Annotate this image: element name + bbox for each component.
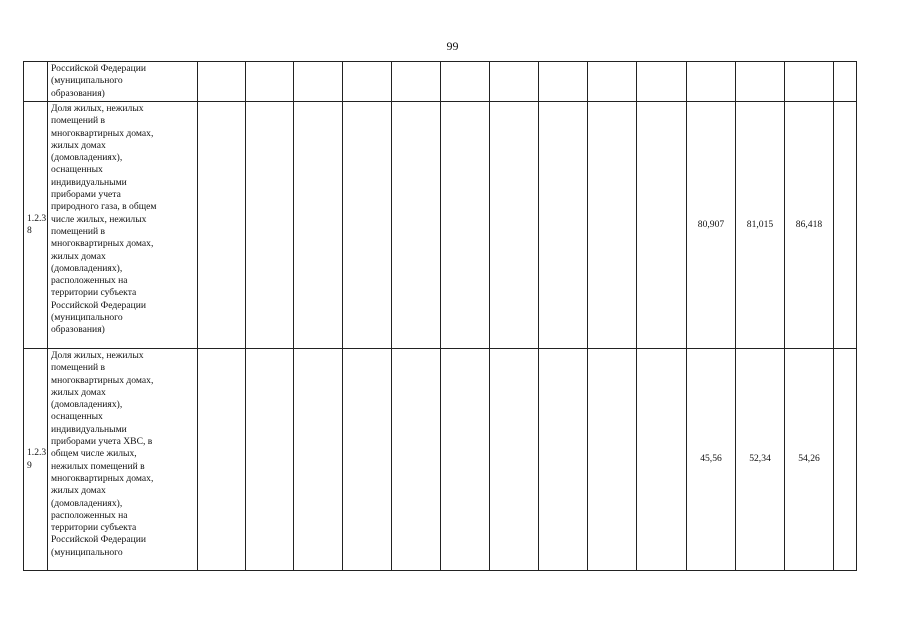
empty-cell [834, 349, 857, 571]
indicator-description-cell: Доля жилых, нежилых помещений в многоквартирных домах, жилых домах (домовладениях), оснащенных индивидуальными приборами учета природного газа, в общем числе жилых, нежилых помещений в многоквартирных домах, жилых домах (домовладениях), расположенных на территории субъекта Российской Федерации (муниципального образования) [48, 102, 198, 349]
value-cell: 86,418 [785, 102, 834, 349]
table-row [24, 62, 857, 102]
value-cell [687, 62, 736, 102]
empty-cell [198, 62, 246, 102]
empty-cell [343, 62, 392, 102]
empty-cell [539, 349, 588, 571]
page-number: 99 [446, 39, 459, 53]
empty-cell [588, 62, 637, 102]
empty-cell [392, 102, 441, 349]
empty-cell [343, 102, 392, 349]
indicator-table [23, 61, 857, 571]
empty-cell [392, 349, 441, 571]
empty-cell [246, 349, 294, 571]
empty-cell [490, 102, 539, 349]
table-body [24, 62, 857, 571]
empty-cell [198, 102, 246, 349]
value-cell: 54,26 [785, 349, 834, 571]
empty-cell [637, 349, 687, 571]
row-index-cell: 1.2.3 9 [24, 349, 48, 571]
empty-cell [834, 62, 857, 102]
indicator-description-cell: Доля жилых, нежилых помещений в многоквартирных домах, жилых домах (домовладениях), оснащенных индивидуальными приборами учета ХВС, в общем числе жилых, нежилых помещений в многоквартирных домах, жилых домах (домовладениях), расположенных на территории субъекта Российской Федерации (муниципального [48, 349, 198, 571]
empty-cell [539, 102, 588, 349]
value-cell: 45,56 [687, 349, 736, 571]
empty-cell [198, 349, 246, 571]
empty-cell [588, 349, 637, 571]
value-cell [736, 62, 785, 102]
row-index-cell: 1.2.3 8 [24, 102, 48, 349]
value-cell: 80,907 [687, 102, 736, 349]
empty-cell [392, 62, 441, 102]
empty-cell [441, 102, 490, 349]
empty-cell [490, 62, 539, 102]
empty-cell [637, 62, 687, 102]
value-cell: 81,015 [736, 102, 785, 349]
value-cell [785, 62, 834, 102]
empty-cell [441, 349, 490, 571]
indicator-description-cell: Российской Федерации (муниципального образования) [48, 62, 198, 102]
empty-cell [490, 349, 539, 571]
empty-cell [246, 102, 294, 349]
empty-cell [588, 102, 637, 349]
empty-cell [294, 62, 343, 102]
row-index-cell [24, 62, 48, 102]
table-row [24, 349, 857, 571]
empty-cell [246, 62, 294, 102]
empty-cell [441, 62, 490, 102]
empty-cell [294, 102, 343, 349]
table-row [24, 102, 857, 349]
empty-cell [294, 349, 343, 571]
value-cell: 52,34 [736, 349, 785, 571]
empty-cell [834, 102, 857, 349]
empty-cell [343, 349, 392, 571]
empty-cell [539, 62, 588, 102]
empty-cell [637, 102, 687, 349]
